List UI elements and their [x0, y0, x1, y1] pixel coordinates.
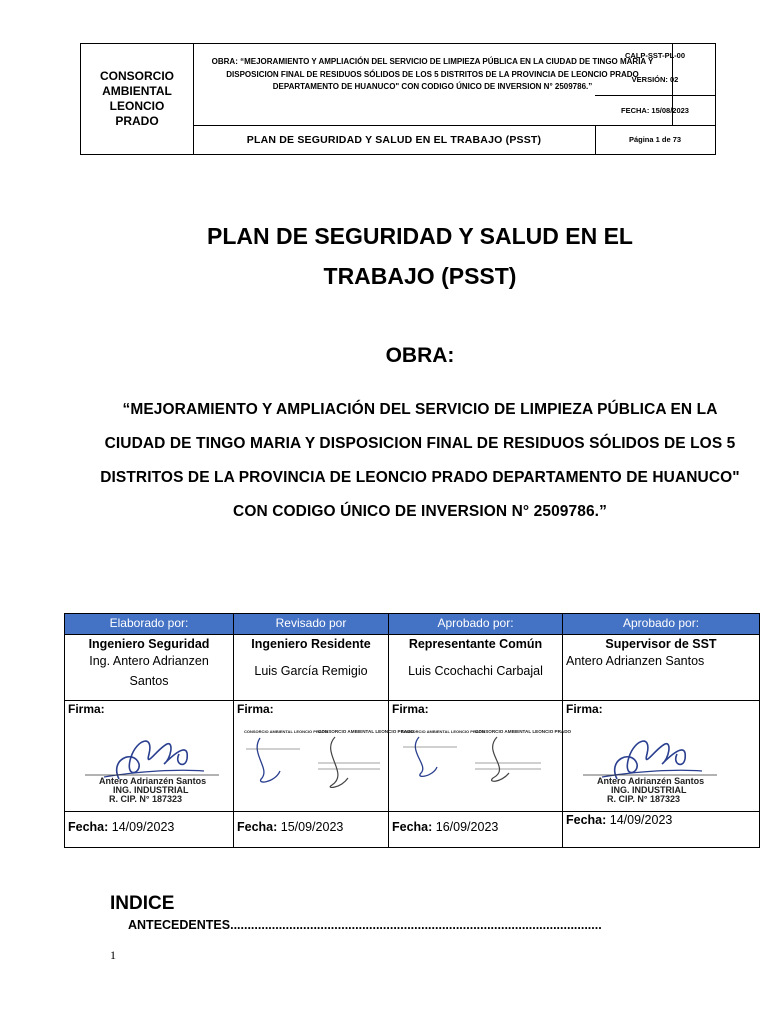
signature-cell [234, 700, 415, 812]
approval-header: Aprobado por: [389, 614, 562, 635]
approval-date-row [68, 820, 174, 834]
firma-label: Firma: [392, 702, 429, 716]
consorcio-stamps-icon [397, 723, 572, 803]
approval-name: Luis Ccochachi Carbajal [408, 664, 543, 678]
approval-date: 14/09/2023 [111, 820, 175, 834]
obra-label: OBRA: [385, 344, 455, 367]
document-code: CALP-SST-PL-00 [624, 51, 685, 60]
stamp-engineer-name: Antero Adrianzén Santos [99, 776, 207, 786]
approval-name: Luis García Remigio [254, 664, 368, 678]
document-version: VERSIÓN: 02 [631, 75, 679, 84]
stamp-engineer-title: ING. INDUSTRIAL [611, 785, 687, 795]
approval-date-row [392, 820, 498, 834]
page-number: 1 [110, 948, 116, 962]
index-heading: INDICE [110, 893, 175, 914]
main-title-line-1: PLAN DE SEGURIDAD Y SALUD EN EL [207, 223, 633, 249]
stamp-engineer-name: Antero Adrianzén Santos [597, 776, 705, 786]
approval-column-aprobado-representante [389, 614, 572, 847]
header-code-cell [595, 44, 715, 96]
toc-entry-leader: ........................................................................................................... [230, 918, 602, 932]
approval-role: Representante Común [408, 637, 543, 651]
approval-table [64, 613, 760, 848]
approval-date-row [237, 820, 343, 834]
firma-label: Firma: [566, 702, 603, 716]
approval-date: 16/09/2023 [435, 820, 499, 834]
company-name: CONSORCIO AMBIENTAL LEONCIO PRADO [81, 44, 194, 154]
toc-entry-label: ANTECEDENTES [128, 918, 231, 932]
toc-entry[interactable] [128, 918, 602, 932]
stamp-consorcio-small: CONSORCIO AMBIENTAL LEONCIO PRADO [401, 729, 485, 734]
approval-role: Ingeniero Residente [251, 637, 371, 651]
fecha-label: Fecha: [566, 813, 607, 827]
signature-cell [389, 700, 572, 812]
fecha-label: Fecha: [392, 820, 433, 834]
signature-cell [65, 700, 233, 812]
approval-column-revisado [234, 614, 415, 847]
approval-header: Aprobado por: [563, 614, 759, 635]
approval-date-row [566, 813, 672, 827]
stamp-consorcio-large: CONSORCIO AMBIENTAL LEONCIO PRADO [318, 729, 415, 734]
signature-cell [563, 700, 759, 812]
fecha-label: Fecha: [68, 820, 109, 834]
approval-column-supervisor [563, 614, 759, 847]
approval-name: Antero Adrianzen Santos [566, 654, 705, 668]
firma-label: Firma: [68, 702, 105, 716]
stamp-engineer-cip: R. CIP. N° 187323 [607, 794, 680, 804]
fecha-label: Fecha: [237, 820, 278, 834]
obra-description: “MEJORAMIENTO Y AMPLIACIÓN DEL SERVICIO DE LIMPIEZA PÚBLICA EN LA CIUDAD DE TINGO MARIA Y DISPOSICION FINAL DE RESIDUOS SÓLIDOS DE LOS 5 DISTRITOS DE LA PROVINCIA DE LEONCIO PRADO DEPARTAMENTO DE HUANUCO" CON CODIGO ÚNICO DE INVERSION N° 2509786.” [100, 401, 740, 520]
approval-date: 14/09/2023 [609, 813, 673, 827]
approval-header: Revisado por [234, 614, 388, 635]
approval-date: 15/09/2023 [280, 820, 344, 834]
document-date: FECHA: 15/08/2023 [595, 96, 715, 126]
approval-role: Ingeniero Seguridad [88, 637, 210, 651]
stamp-engineer-cip: R. CIP. N° 187323 [109, 794, 182, 804]
stamp-engineer-title: ING. INDUSTRIAL [113, 785, 189, 795]
document-header [80, 43, 716, 155]
header-obra-text: OBRA: “MEJORAMIENTO Y AMPLIACIÓN DEL SERVICIO DE LIMPIEZA PÚBLICA EN LA CIUDAD DE TINGO MARIA Y DISPOSICION FINAL DE RESIDUOS SÓLIDOS DE LOS 5 DISTRITOS DE LA PROVINCIA DE LEONCIO PRADO DEPARTAMENTO DE HUANUCO" CON CODIGO ÚNICO DE INVERSION N° 2509786.” [193, 44, 673, 126]
stamp-consorcio-large: CONSORCIO AMBIENTAL LEONCIO PRADO [475, 729, 572, 734]
engineer-signature-stamp-icon [79, 719, 224, 809]
firma-label: Firma: [237, 702, 274, 716]
approval-header: Elaborado por: [65, 614, 233, 635]
approval-role: Supervisor de SST [605, 637, 717, 651]
header-plan-title: PLAN DE SEGURIDAD Y SALUD EN EL TRABAJO (PSST) [193, 126, 596, 154]
page-indicator: Página 1 de 73 [628, 135, 682, 144]
approval-name: Ing. Antero Adrianzen Santos [89, 654, 209, 688]
stamp-consorcio-small: CONSORCIO AMBIENTAL LEONCIO PRADO [244, 729, 328, 734]
consorcio-stamps-icon [240, 723, 415, 803]
engineer-signature-stamp-icon [577, 719, 722, 809]
approval-column-elaborado [65, 614, 234, 847]
main-title-line-2: TRABAJO (PSST) [323, 263, 517, 289]
